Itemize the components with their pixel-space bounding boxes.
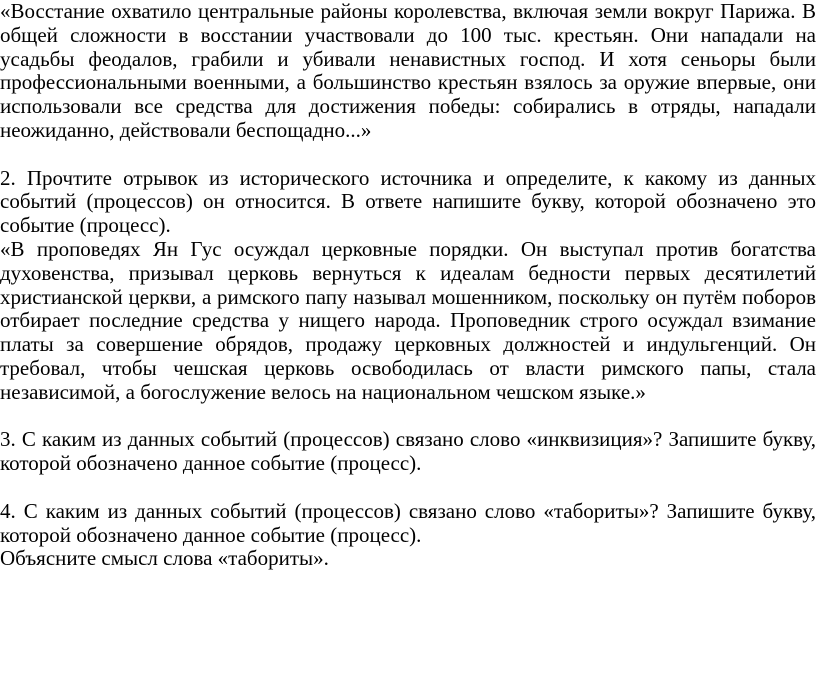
- question-4: 4. С каким из данных событий (процессов) связано слово «табориты»? Запишите букву, которой обозначено данное событие (процесс).: [0, 498, 816, 547]
- question-4-explain: Объясните смысл слова «табориты».: [0, 546, 329, 571]
- paragraph-gap: [0, 476, 816, 500]
- source-quote-jan-hus: «В проповедях Ян Гус осуждал церковные порядки. Он выступал против богатства духовенства, призывал церковь вернуться к идеалам бедности первых десятилетий христианской церкви, а римского папу называл мошенником, поскольку он путём поборов отбирает последние средства у нищего народа. Проповедник строго осуждал взимание платы за совершение обрядов, продажу церковных должностей и индульгенций. Он требовал, чтобы чешская церковь освободилась от власти римского папы, стала независимой, а богослужение велось на национальном чешском языке.»: [0, 236, 816, 404]
- question-2: 2. Прочтите отрывок из исторического источника и определите, к какому из данных событий (процессов) он относится. В ответе напишите букву, которой обозначено это событие (процесс).: [0, 165, 816, 238]
- paragraph-gap: [0, 405, 816, 429]
- source-quote-jacquerie: «Восстание охватило центральные районы королевства, включая земли вокруг Парижа. В общей сложности в восстании участвовали до 100 тыс. крестьян. Они нападали на усадьбы феодалов, грабили и убивали ненавистных господ. И хотя сеньоры были профессиональными военными, а большинство крестьян взялось за оружие впервые, они использовали все средства для достижения победы: собирались в отряды, нападали неожиданно, действовали беспощадно...»: [0, 0, 816, 142]
- paragraph-gap: [0, 143, 816, 167]
- question-3: 3. С каким из данных событий (процессов) связано слово «инквизиция»? Запишите букву, которой обозначено данное событие (процесс).: [0, 427, 816, 476]
